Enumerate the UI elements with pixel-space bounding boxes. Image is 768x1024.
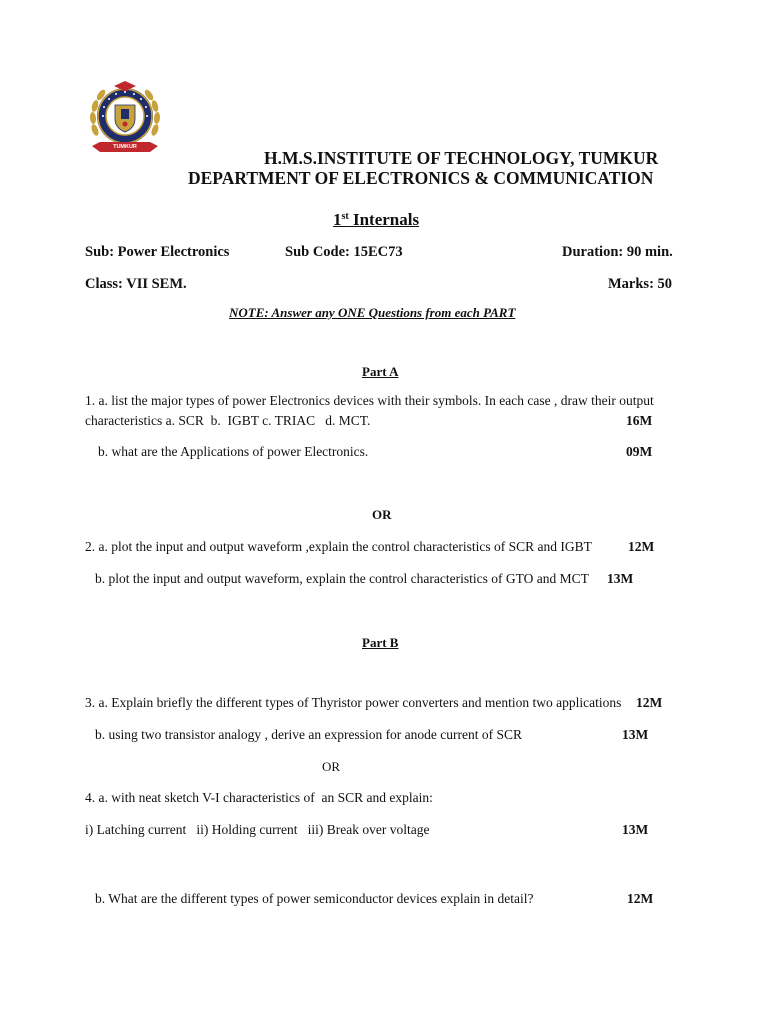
college-logo xyxy=(86,72,164,166)
question-3a: 3. a. Explain briefly the different types of Thyristor power converters and mention two applications xyxy=(85,695,622,710)
question-2b: b. plot the input and output waveform, explain the control characteristics of GTO and MCT xyxy=(95,571,589,586)
department-title: DEPARTMENT OF ELECTRONICS & COMMUNICATION xyxy=(188,168,654,188)
exam-title xyxy=(333,210,419,230)
exam-note: NOTE: Answer any ONE Questions from each PART xyxy=(229,305,516,320)
question-2a-marks: 12M xyxy=(628,539,655,554)
sub-code-label: Sub Code: 15EC73 xyxy=(285,244,403,260)
question-4b: b. What are the different types of power semiconductor devices explain in detail? xyxy=(95,891,534,906)
college-emblem-icon xyxy=(86,72,164,166)
logo-ribbon-text: TUMKUR xyxy=(113,144,137,150)
question-3b-marks: 13M xyxy=(622,727,649,742)
part-b-heading: Part B xyxy=(362,635,399,650)
question-1b-marks: 09M xyxy=(626,444,653,459)
question-4b-marks: 12M xyxy=(627,891,654,906)
question-4a-subparts: i) Latching current ii) Holding current iii) Break over voltage xyxy=(85,822,430,837)
question-1a-marks: 16M xyxy=(626,413,653,428)
marks-label: Marks: 50 xyxy=(608,276,673,292)
question-1a-line1: 1. a. list the major types of power Electronics devices with their symbols. In each case , draw their output xyxy=(85,393,654,408)
subject-label: Sub: Power Electronics xyxy=(85,244,230,260)
question-2b-marks: 13M xyxy=(607,571,634,586)
question-3b: b. using two transistor analogy , derive an expression for anode current of SCR xyxy=(95,727,523,742)
part-a-heading: Part A xyxy=(362,364,399,379)
question-1b: b. what are the Applications of power Electronics. xyxy=(98,444,369,459)
exam-title-number: 1 xyxy=(333,210,342,229)
class-label: Class: VII SEM. xyxy=(85,276,187,292)
question-3a-marks: 12M xyxy=(636,695,663,710)
exam-title-superscript: st xyxy=(341,211,349,222)
part-b-or: OR xyxy=(322,759,341,774)
institute-title: H.M.S.INSTITUTE OF TECHNOLOGY, TUMKUR xyxy=(264,148,659,168)
question-4a: 4. a. with neat sketch V-I characteristics of an SCR and explain: xyxy=(85,790,433,805)
question-1a-line2: characteristics a. SCR b. IGBT c. TRIAC d. MCT. xyxy=(85,413,371,428)
question-4a-marks: 13M xyxy=(622,822,649,837)
exam-title-text: Internals xyxy=(348,210,420,229)
duration-label: Duration: 90 min. xyxy=(562,244,673,260)
question-2a: 2. a. plot the input and output waveform ,explain the control characteristics of SCR and IGBT xyxy=(85,539,592,554)
part-a-or: OR xyxy=(372,507,392,522)
